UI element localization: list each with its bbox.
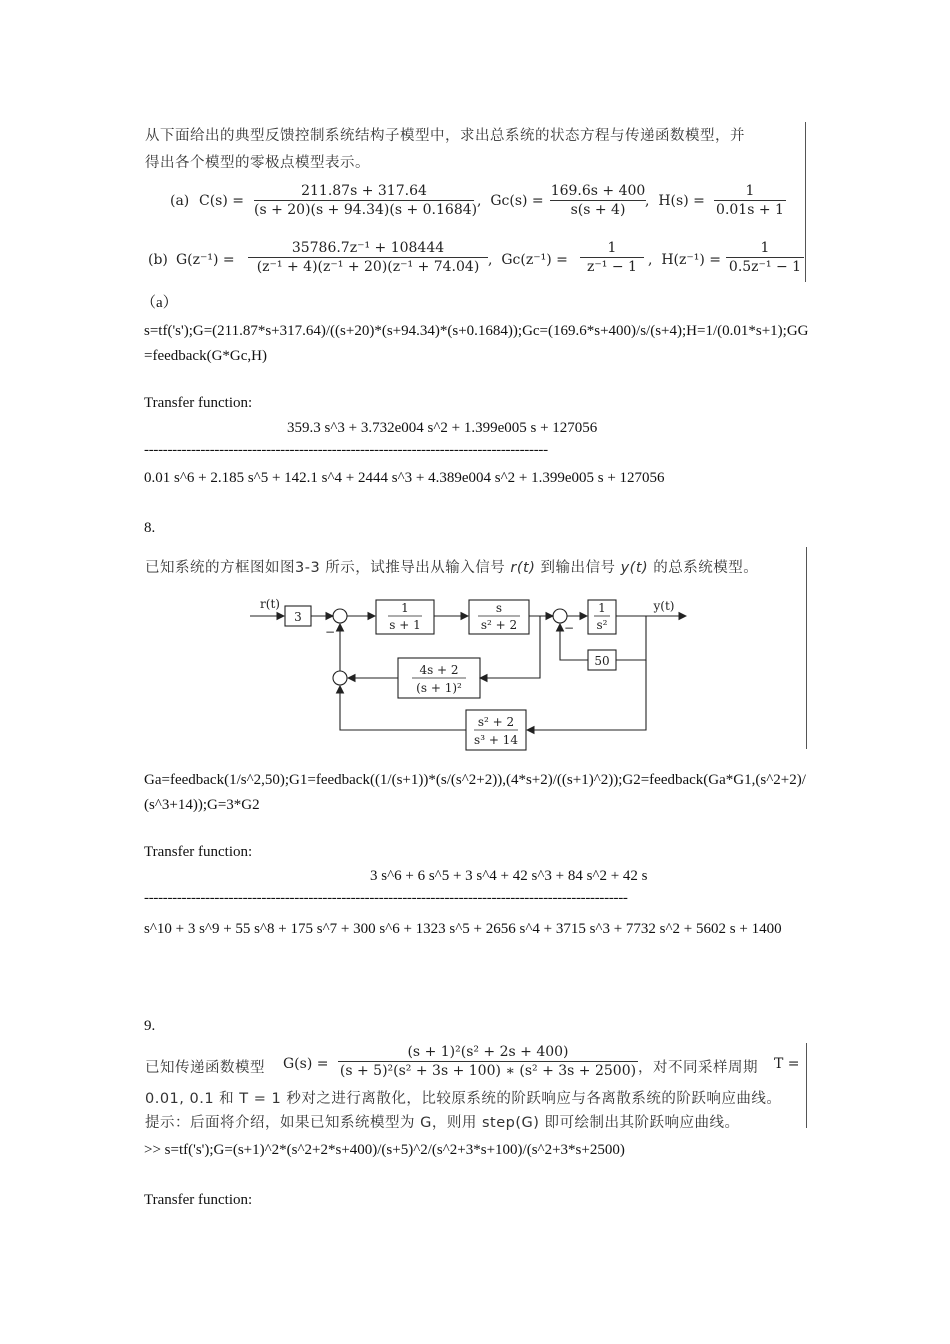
image-border xyxy=(806,1043,807,1128)
dg-fb1-num: 4s + 2 xyxy=(419,663,459,677)
p8-pre: 已知系统的方框图如图 xyxy=(145,560,295,576)
eq-b-label: (b) xyxy=(148,252,168,268)
eq-b-h-lhs: , H(z⁻¹) = xyxy=(648,252,722,268)
dg-fb2-den: s³ + 14 xyxy=(474,733,518,747)
dg-gain: 3 xyxy=(294,610,302,624)
eq-a-c-den: (s + 20)(s + 94.34)(s + 0.1684) xyxy=(254,202,478,218)
eq-a-gc-lhs: , Gc(s) = xyxy=(477,193,544,209)
tf-title-a: Transfer function: xyxy=(144,395,253,411)
label-a: （a） xyxy=(141,295,178,311)
p8-post: 的总系统模型。 xyxy=(653,560,759,576)
sum-junction-1 xyxy=(333,609,347,623)
p9-t-eq: T = xyxy=(774,1056,800,1072)
code-8: Ga=feedback(1/s^2,50);G1=feedback((1/(s+1))*(s/(s^2+2)),(4*s+2)/((s+1)^2));G2=feedback(Ga*G1,(s^2+2)/(s^3+14));G=3*G2 xyxy=(144,772,806,813)
problem-a-line2: 得出各个模型的零极点模型表示。 xyxy=(145,155,370,171)
eq-b-h-num: 1 xyxy=(760,240,770,256)
p9-line2: 0.01, 0.1 和 T = 1 秒对之进行离散化，比较原系统的阶跃响应与各离散系统的阶跃响应曲线。 xyxy=(145,1091,782,1107)
eq-b-gc-frac xyxy=(580,240,644,275)
eq-b-h-frac xyxy=(726,240,804,275)
eq-b-gc-num: 1 xyxy=(607,240,617,256)
tf-num-8: 3 s^6 + 6 s^5 + 3 s^4 + 42 s^3 + 84 s^2 + 42 s xyxy=(370,868,648,884)
eq-a-h-frac xyxy=(714,183,786,218)
eq-b-g-den: (z⁻¹ + 4)(z⁻¹ + 20)(z⁻¹ + 74.04) xyxy=(256,259,480,275)
section-9-number: 9. xyxy=(144,1018,156,1034)
p9-pre: 已知传递函数模型 xyxy=(145,1060,265,1076)
p9-g-num: (s + 1)²(s² + 2s + 400) xyxy=(407,1044,569,1060)
eq-a-c-frac xyxy=(254,183,478,218)
p9-g-lhs: G(s) = xyxy=(283,1056,329,1072)
eq-a-c-lhs: C(s) = xyxy=(199,193,245,209)
image-border xyxy=(805,122,806,282)
p8-mid2: 到输出信号 xyxy=(540,560,616,576)
eq-a-gc-den: s(s + 4) xyxy=(570,202,626,218)
p8-r: r(t) xyxy=(510,560,536,576)
eq-b-g-frac xyxy=(248,240,488,275)
dg-minus-2: − xyxy=(563,621,575,635)
eq-a-gc-num: 169.6s + 400 xyxy=(550,183,646,199)
tf-title-8: Transfer function: xyxy=(144,844,253,860)
tf-num-a: 359.3 s^3 + 3.732e004 s^2 + 1.399e005 s + 127056 xyxy=(287,420,598,436)
dg-fb50: 50 xyxy=(594,654,610,668)
eq-a-label: (a) xyxy=(170,193,190,209)
image-border xyxy=(806,547,807,749)
eq-b-h-den: 0.5z⁻¹ − 1 xyxy=(728,259,802,275)
p8-fig: 3-3 xyxy=(295,560,321,576)
section-8-number: 8. xyxy=(144,520,156,536)
eq-a-h-num: 1 xyxy=(745,183,755,199)
p9-line3: 提示：后面将介绍，如果已知系统模型为 G，则用 step(G) 即可绘制出其阶跃响应曲线。 xyxy=(145,1115,740,1131)
dg-b3-num: 1 xyxy=(598,601,606,615)
problem-a-line1: 从下面给出的典型反馈控制系统结构子模型中，求出总系统的状态方程与传递函数模型，并 xyxy=(145,128,745,144)
sum-junction-3 xyxy=(333,671,347,685)
dg-b3-den: s² xyxy=(596,618,608,632)
eq-b-gc-lhs: , Gc(z⁻¹) = xyxy=(488,252,568,268)
dg-fb1-den: (s + 1)² xyxy=(416,681,462,695)
dg-fb2-num: s² + 2 xyxy=(477,715,515,729)
eq-b-g-lhs: G(z⁻¹) = xyxy=(176,252,235,268)
p9-g-frac xyxy=(338,1044,638,1079)
eq-b-g-num: 35786.7z⁻¹ + 108444 xyxy=(291,240,445,256)
dg-input: r(t) xyxy=(260,597,280,611)
tf-title-9: Transfer function: xyxy=(144,1192,253,1208)
eq-a-c-num: 211.87s + 317.64 xyxy=(301,183,427,199)
tf-bar-8: ------------------------------------------------------------------------------------------------------- xyxy=(144,890,628,906)
tf-den-a: 0.01 s^6 + 2.185 s^5 + 142.1 s^4 + 2444 s^3 + 4.389e004 s^2 + 1.399e005 s + 127056 xyxy=(144,470,665,486)
dg-b1-den: s + 1 xyxy=(389,618,421,632)
eq-b-gc-den: z⁻¹ − 1 xyxy=(587,259,637,275)
code-a: s=tf('s');G=(211.87*s+317.64)/((s+20)*(s+94.34)*(s+0.1684));Gc=(169.6*s+400)/s/(s+4);H=1/(0.01*s+1);GG=feedback(G*Gc,H) xyxy=(144,323,809,364)
dg-b2-num: s xyxy=(495,601,503,615)
eq-a-h-lhs: , H(s) = xyxy=(645,193,705,209)
dg-output: y(t) xyxy=(653,599,675,613)
dg-b2-den: s² + 2 xyxy=(480,618,518,632)
dg-b1-num: 1 xyxy=(401,601,409,615)
problem-8-text xyxy=(145,556,758,577)
code-9: >> s=tf('s');G=(s+1)^2*(s^2+2*s+400)/(s+5)^2/(s^2+3*s+100)/(s^2+3*s+2500) xyxy=(144,1142,625,1158)
dg-minus-1: − xyxy=(324,625,336,639)
p8-y: y(t) xyxy=(620,560,649,576)
p8-mid: 所示，试推导出从输入信号 xyxy=(325,560,506,576)
eq-a-h-den: 0.01s + 1 xyxy=(716,202,784,218)
p9-g-den: (s + 5)²(s² + 3s + 100) ∗ (s² + 3s + 2500) xyxy=(339,1063,637,1079)
block-diagram xyxy=(240,590,700,755)
tf-bar-a: -------------------------------------------------------------------------------------- xyxy=(144,442,548,458)
eq-a-gc-frac xyxy=(550,183,646,218)
tf-den-8: s^10 + 3 s^9 + 55 s^8 + 175 s^7 + 300 s^6 + 1323 s^5 + 2656 s^4 + 3715 s^3 + 7732 s^2 + 5602 s + 1400 xyxy=(144,921,782,937)
p9-post: ，对不同采样周期 xyxy=(638,1060,758,1076)
